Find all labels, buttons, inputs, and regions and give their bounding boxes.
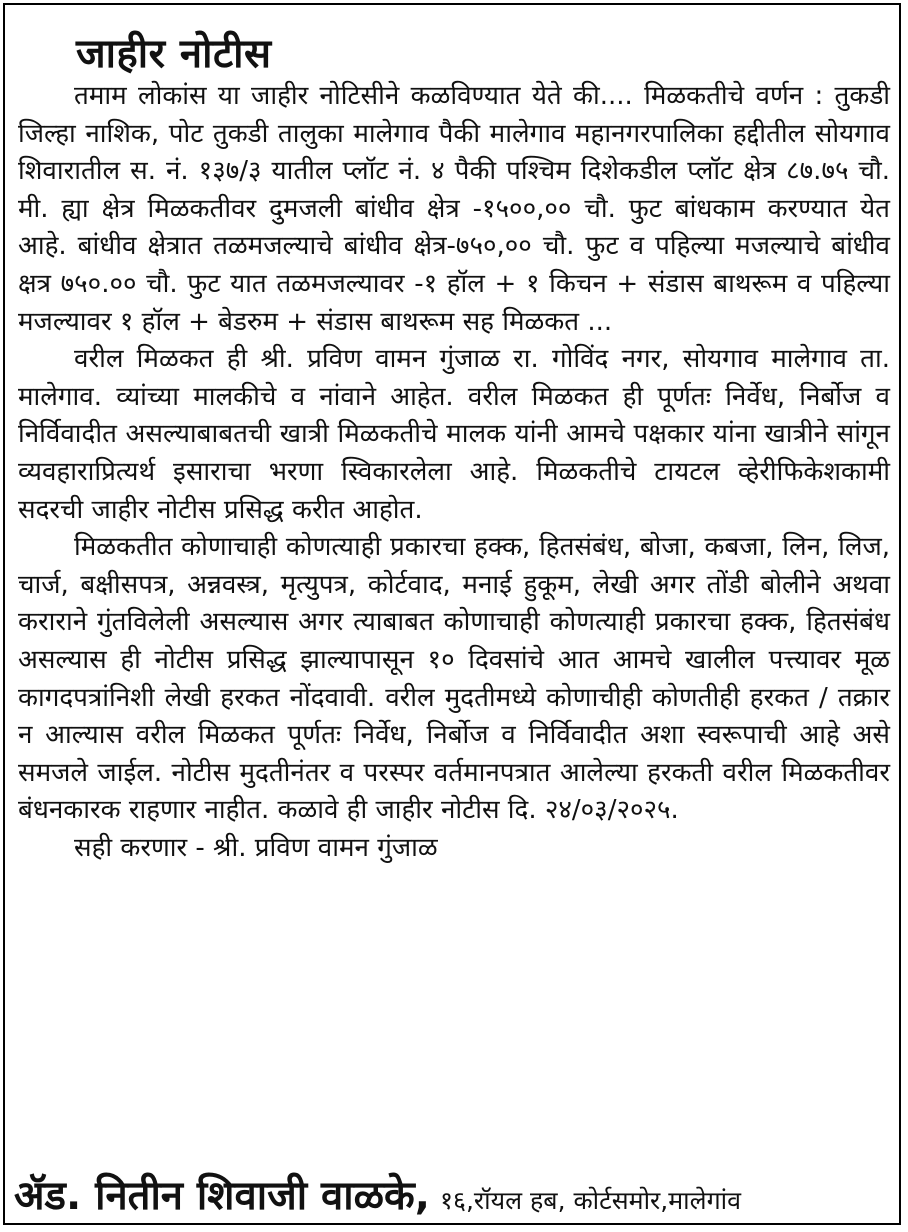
signatory-line: सही करणार - श्री. प्रविण वामन गुंजाळ [74, 832, 438, 863]
advocate-address: १६,रॉयल हब, कोर्टसमोर,मालेगांव [439, 1186, 742, 1215]
notice-body [18, 78, 890, 867]
paragraph-objections: मिळकतीत कोणाचाही कोणत्याही प्रकारचा हक्क, हितसंबंध, बोजा, कबजा, लिन, लिज, चार्ज, बक्षीसपत्र, अन्नवस्त्र, मृत्युपत्र, कोर्टवाद, मनाई हुकूम, लेखी अगर तोंडी बोलीने अथवा कराराने गुंतविलेली असल्यास अगर त्याबाबत कोणाचाही कोणत्याही प्रकारचा हक्क, हितसंबंध असल्यास ही नोटीस प्रसिद्ध झाल्यापासून १० दिवसांचे आत आमचे खालील पत्त्यावर मूळ कागदपत्रांनिशी लेखी हरकत नोंदवावी. वरील मुदतीमध्ये कोणाचीही कोणतीही हरकत / तक्रार न आल्यास वरील मिळकत पूर्णतः निर्वेध, निर्बोज व निर्विवादीत अशा स्वरूपाची आहे असे समजले जाईल. नोटीस मुदतीनंतर व परस्पर वर्तमानपत्रात आलेल्या हरकती वरील मिळकतीवर बंधनकारक राहणार नाहीत. कळावे ही जाहीर नोटीस दि. २४/०३/२०२५. [18, 532, 890, 826]
notice-title: जाहीर नोटीस [76, 31, 272, 77]
paragraph-property-description: तमाम लोकांस या जाहीर नोटिसीने कळविण्यात येते की.... मिळकतीचे वर्णन : तुकडी जिल्हा नाशिक, पोट तुकडी तालुका मालेगाव पैकी मालेगाव महानगरपालिका हद्दीतील सोयगाव शिवारातील स. नं. १३७/३ यातील प्लॉट नं. ४ पैकी पश्चिम दिशेकडील प्लॉट क्षेत्र ८७.७५ चौ. मी. ह्या क्षेत्र मिळकतीवर दुमजली बांधीव क्षेत्र -१५००,०० चौ. फुट बांधकाम करण्यात येत आहे. बांधीव क्षेत्रात तळमजल्याचे बांधीव क्षेत्र-७५०,०० चौ. फुट व पहिल्या मजल्याचे बांधीव क्षत्र ७५०.०० चौ. फुट यात तळमजल्यावर -१ हॉल + १ किचन + संडास बाथरूम व पहिल्या मजल्यावर १ हॉल + बेडरुम + संडास बाथरूम सह मिळकत ... [18, 81, 890, 337]
advocate-footer [14, 1166, 892, 1221]
paragraph-ownership: वरील मिळकत ही श्री. प्रविण वामन गुंजाळ रा. गोविंद नगर, सोयगाव मालेगाव ता. मालेगाव. व्यांच्या मालकीचे व नांवाने आहेत. वरील मिळकत ही पूर्णतः निर्वेध, निर्बोज व निर्विवादीत असल्याबाबतची खात्री मिळकतीचे मालक यांनी आमचे पक्षकार यांना खात्रीने सांगून व्यवहाराप्रित्यर्थ इसाराचा भरणा स्विकारलेला आहे. मिळकतीचे टायटल व्हेरीफिकेशकामी सदरची जाहीर नोटीस प्रसिद्ध करीत आहोत. [18, 344, 890, 525]
advocate-name: ॲड. नितीन शिवाजी वाळके, [14, 1173, 430, 1219]
